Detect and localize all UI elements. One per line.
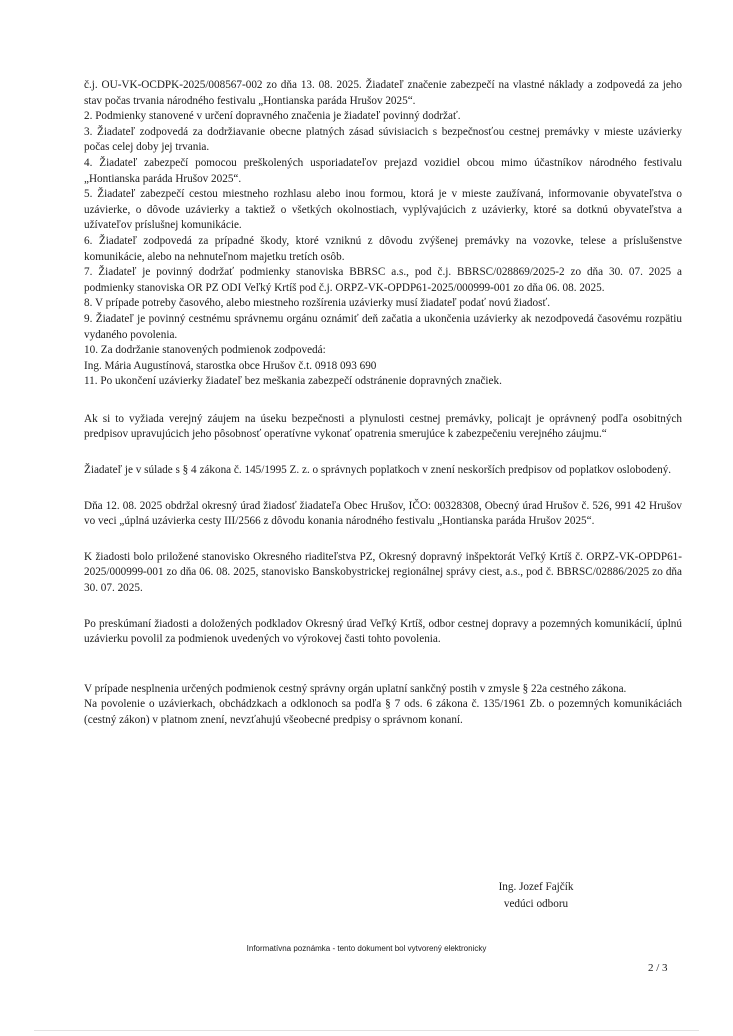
condition-item: 5. Žiadateľ zabezpečí cestou miestneho rozhlasu alebo inou formou, ktorá je v mieste zaužívaná, informovanie obyvateľstva o uzávierke, o dôvode uzávierky a taktiež o všetkých okolnostiach, vyplývajúcich z uzávierky, ktoré sa dotknú obyvateľstva a užívateľov príslušnej komunikácie. [84, 188, 682, 232]
page-number: 2 / 3 [648, 962, 668, 974]
condition-item: Ing. Mária Augustínová, starostka obce Hrušov č.t. 0918 093 690 [84, 359, 377, 372]
signature-block [486, 879, 586, 913]
conditions-list [84, 78, 682, 390]
condition-item: 7. Žiadateľ je povinný dodržať podmienky stanoviska BBRSC a.s., pod č.j. BBRSC/028869/2025-2 zo dňa 30. 07. 2025 a podmienky stanoviska OR PZ ODI Veľký Krtíš pod č.j. ORPZ-VK-OPDP61-2025/000999-001 zo dňa 06. 08. 2025. [84, 266, 682, 294]
condition-item: 4. Žiadateľ zabezpečí pomocou preškolených usporiadateľov prejazd vozidiel obcou mimo účastníkov národného festivalu „Hontianska paráda Hrušov 2025“. [84, 156, 682, 185]
document-body [84, 78, 682, 729]
condition-item: 10. Za dodržanie stanovených podmienok zodpovedá: [84, 344, 326, 357]
signatory-name: Ing. Jozef Fajčík [498, 881, 574, 893]
police-paragraph: Ak si to vyžiada verejný záujem na úseku bezpečnosti a plynulosti cestnej premávky, policajt je oprávnený podľa osobitných predpisov upravujúcich jeho pôsobnosť operatívne vykonať opatrenia smerujúce k zabezpečeniu verejného záujmu.“ [84, 412, 682, 441]
condition-item: 11. Po ukončení uzávierky žiadateľ bez meškania zabezpečí odstránenie dopravných značiek. [84, 375, 502, 388]
electronic-document-note: Informatívna poznámka - tento dokument bol vytvorený elektronicky [246, 944, 487, 953]
condition-item: 2. Podmienky stanovené v určení dopravného značenia je žiadateľ povinný dodržať. [84, 110, 461, 123]
condition-item: 3. Žiadateľ zodpovedá za dodržiavanie obecne platných zásad súvisiacich s bezpečnosťou cestnej premávky v mieste uzávierky počas celej doby jej trvania. [84, 125, 682, 154]
footer-divider [34, 1030, 699, 1031]
signatory-title: vedúci odboru [503, 898, 569, 910]
condition-item: č.j. OU-VK-OCDPK-2025/008567-002 zo dňa 13. 08. 2025. Žiadateľ značenie zabezpečí na vlastné náklady a zodpovedá za jeho stav počas trvania národného festivalu „Hontianska paráda Hrušov 2025“. [84, 79, 682, 107]
sanction-paragraph: V prípade nesplnenia určených podmienok cestný správny orgán uplatní sankčný postih v zmysle § 22a cestného zákona. [84, 682, 627, 695]
fees-paragraph: Žiadateľ je v súlade s § 4 zákona č. 145/1995 Z. z. o správnych poplatkoch v znení neskorších predpisov od poplatkov oslobodený. [84, 464, 672, 477]
condition-item: 8. V prípade potreby časového, alebo miestneho rozšírenia uzávierky musí žiadateľ podať novú žiadosť. [84, 297, 551, 310]
condition-item: 9. Žiadateľ je povinný cestnému správnemu orgánu oznámiť deň začatia a ukončenia uzávierky ak nezodpovedá časovému rozpätiu vydaného povolenia. [84, 312, 682, 341]
law-paragraph: Na povolenie o uzávierkach, obchádzkach a odklonoch sa podľa § 7 ods. 6 zákona č. 135/1961 Zb. o pozemných komunikáciách (cestný zákon) v platnom znení, nevzťahujú všeobecné predpisy o správnom konaní. [84, 698, 682, 726]
received-paragraph: Dňa 12. 08. 2025 obdržal okresný úrad žiadosť žiadateľa Obec Hrušov, IČO: 00328308, Obecný úrad Hrušov č. 526, 991 42 Hrušov vo veci „úplná uzávierka cesty III/2566 z dôvodu konania národného festivalu „Hontianska paráda Hrušov 2025“. [84, 499, 682, 528]
condition-item: 6. Žiadateľ zodpovedá za prípadné škody, ktoré vzniknú z dôvodu zvýšenej premávky na vozovke, telese a príslušenstve komunikácie, alebo na nehnuteľnom majetku tretích osôb. [84, 234, 682, 263]
attached-paragraph: K žiadosti bolo priložené stanovisko Okresného riaditeľstva PZ, Okresný dopravný inšpektorát Veľký Krtíš č. ORPZ-VK-OPDP61-2025/000999-001 zo dňa 06. 08. 2025, stanovisko Banskobystrickej regionálnej správy ciest, a.s., pod č. BBRSC/02886/2025 zo dňa 30. 07. 2025. [84, 550, 682, 595]
review-paragraph: Po preskúmaní žiadosti a doložených podkladov Okresný úrad Veľký Krtíš, odbor cestnej dopravy a pozemných komunikácií, úplnú uzávierku povolil za podmienok uvedených vo výrokovej časti tohto povolenia. [84, 617, 682, 646]
